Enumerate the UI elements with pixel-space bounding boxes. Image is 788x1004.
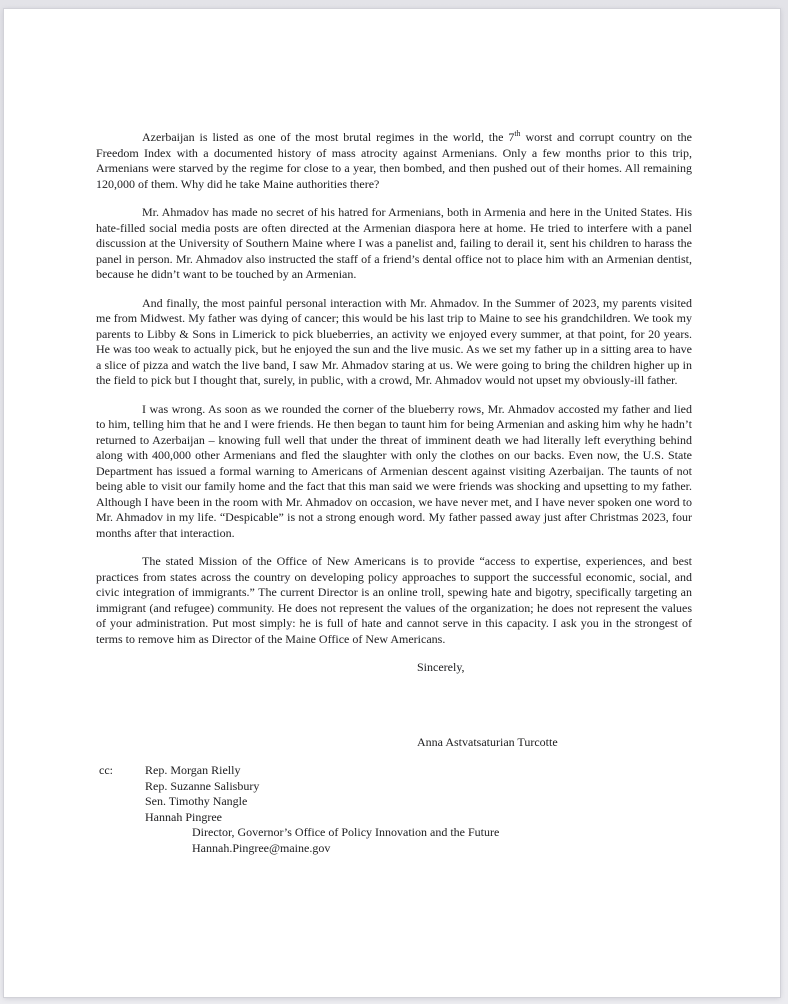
cc-recipient-title: Director, Governor’s Office of Policy Innovation and the Future bbox=[192, 825, 500, 839]
ordinal-superscript: th bbox=[514, 129, 521, 138]
cc-recipient: Sen. Timothy Nangle bbox=[145, 794, 248, 808]
paragraph-1-text-end: worst and corrupt country on the Freedom Index with a documented history of mass atrocity against Armenians. Only a few months prior to this trip, Armenians were starved by the regime for close to a year, then bombed, and then pushed out of their homes. All remaining 120,000 of them. Why did he take Maine authorities there? bbox=[96, 130, 692, 191]
cc-recipient: Rep. Suzanne Salisbury bbox=[145, 778, 260, 793]
letter-paragraph-5: The stated Mission of the Office of New Americans is to provide “access to expertise, experiences, and best practices from states across the country on developing policy approaches to support the successful economic, social, and civic integration of immigrants.” The current Director is an online troll, spewing hate and bigotry, specifically targeting an immigrant (and refugee) community. He does not represent the values of the organization; he does not represent the values of your administration. Put most simply: he is full of hate and cannot serve in this capacity. I ask you in the strongest of terms to remove him as Director of the Maine Office of New Americans. bbox=[96, 554, 692, 646]
letter-page bbox=[4, 9, 780, 997]
letter-paragraph-1 bbox=[96, 130, 692, 192]
signature-name: Anna Astvatsaturian Turcotte bbox=[417, 734, 558, 749]
cc-recipient-email: Hannah.Pingree@maine.gov bbox=[192, 840, 331, 855]
paragraph-1-text-start: Azerbaijan is listed as one of the most brutal regimes in the world, the 7 bbox=[142, 130, 515, 144]
letter-paragraph-4: I was wrong. As soon as we rounded the corner of the blueberry rows, Mr. Ahmadov accosted my father and lied to him, telling him that he and I were friends. He then began to taunt him for being Armenian and asking him why he hadn’t returned to Azerbaijan – knowing full well that under the threat of imminent death we had literally left everything behind along with 400,000 other Armenians and fled the slaughter with only the clothes on our backs. Even now, the U.S. State Department has issued a formal warning to Americans of Armenian descent against visiting Azerbaijan. The taunts of not being able to visit our family home and the fact that this man said we were friends was shocking and upsetting to my father. Although I have been in the room with Mr. Ahmadov on occasion, we have never met, and I have never spoken one word to Mr. Ahmadov in my life. “Despicable” is not a strong enough word. My father passed away just after Christmas 2023, four months after that interaction. bbox=[96, 401, 692, 540]
cc-label: cc: bbox=[99, 763, 113, 777]
letter-body bbox=[96, 9, 692, 856]
cc-recipient: Hannah Pingree bbox=[145, 809, 222, 824]
cc-recipient-list bbox=[145, 763, 692, 856]
cc-recipient: Rep. Morgan Rielly bbox=[145, 763, 241, 777]
letter-paragraph-3: And finally, the most painful personal interaction with Mr. Ahmadov. In the Summer of 2023, my parents visited me from Midwest. My father was dying of cancer; this would be his last trip to Maine to see his grandchildren. We took my parents to Libby & Sons in Limerick to pick blueberries, an activity we enjoyed every summer, at that point, for 20 years. He was too weak to actually pick, but he enjoyed the sun and the live music. As we set my father up in a sitting area to have a slice of pizza and watch the live band, I saw Mr. Ahmadov staring at us. We were going to bring the children higher up in the field to pick but I thought that, surely, in public, with a crowd, Mr. Ahmadov would not upset my obviously-ill father. bbox=[96, 295, 692, 387]
closing-salutation: Sincerely, bbox=[417, 660, 465, 674]
cc-block bbox=[96, 763, 692, 856]
letter-paragraph-2: Mr. Ahmadov has made no secret of his hatred for Armenians, both in Armenia and here in the United States. His hate-filled social media posts are often directed at the Armenian diaspora here at home. He tried to interfere with a panel discussion at the University of Southern Maine where I was a panelist and, failing to derail it, sent his children to harass the panel in person. Mr. Ahmadov also instructed the staff of a friend’s dental office not to place him with an Armenian dentist, because he didn’t want to be touched by an Armenian. bbox=[96, 205, 692, 281]
